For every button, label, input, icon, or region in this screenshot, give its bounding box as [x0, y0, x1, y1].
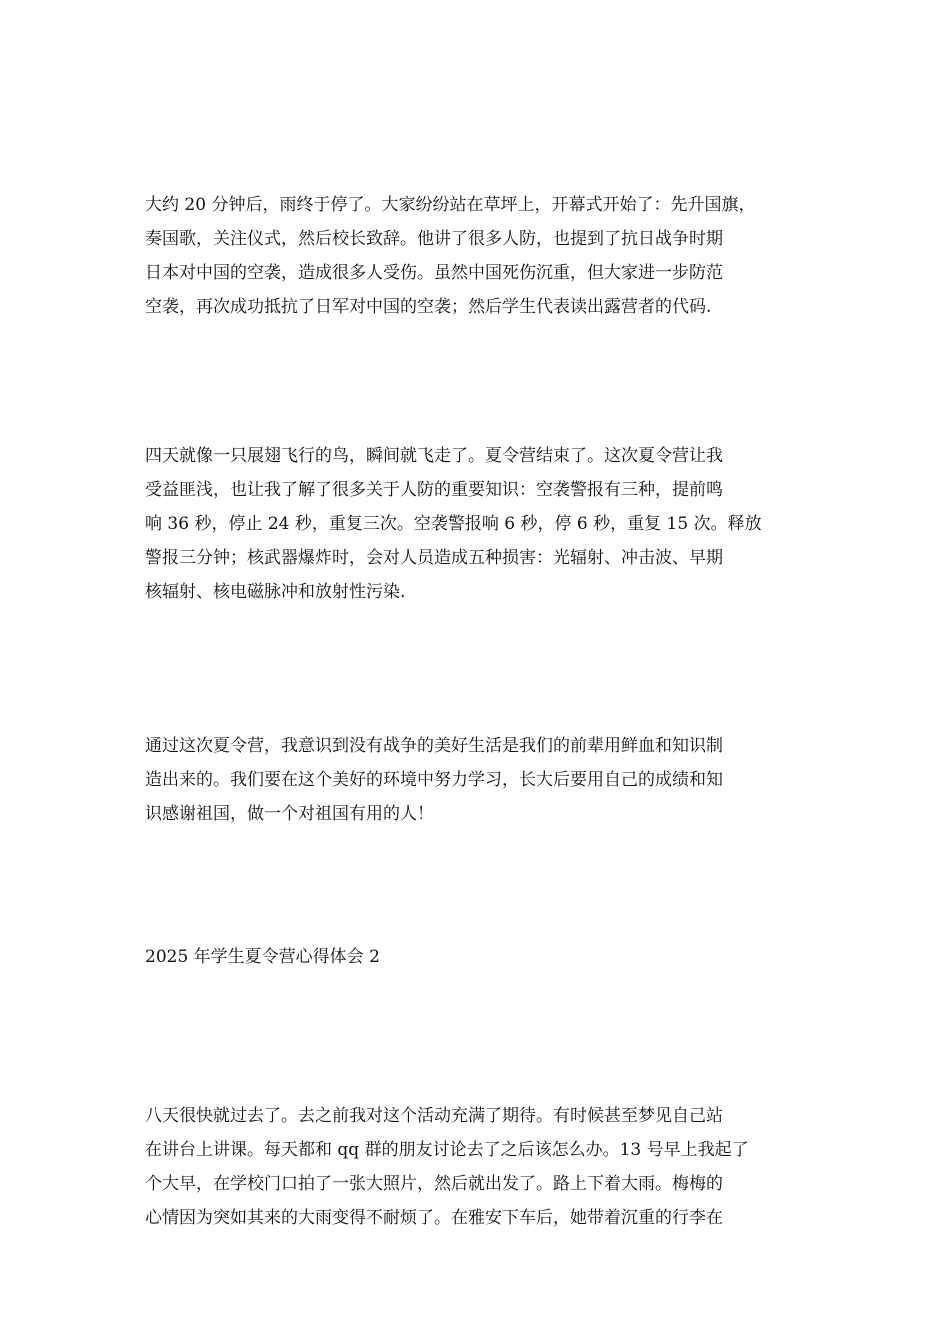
text-line: 八天很快就过去了。去之前我对这个活动充满了期待。有时候甚至梦见自己站	[145, 1106, 723, 1126]
text-line: 警报三分钟；核武器爆炸时，会对人员造成五种损害：光辐射、冲击波、早期	[145, 548, 723, 568]
section-title: 2025 年学生夏令营心得体会 2	[145, 947, 380, 967]
text-line: 个大早，在学校门口拍了一张大照片，然后就出发了。路上下着大雨。梅梅的	[145, 1174, 723, 1194]
text-line: 日本对中国的空袭，造成很多人受伤。虽然中国死伤沉重，但大家进一步防范	[145, 263, 723, 283]
text-line: 心情因为突如其来的大雨变得不耐烦了。在雅安下车后，她带着沉重的行李在	[145, 1208, 723, 1228]
text-line: 奏国歌，关注仪式，然后校长致辞。他讲了很多人防，也提到了抗日战争时期	[145, 229, 723, 249]
paragraph-camp-ended	[145, 439, 810, 609]
text-line: 核辐射、核电磁脉冲和放射性污染.	[145, 582, 406, 602]
text-line: 造出来的。我们要在这个美好的环境中努力学习，长大后要用自己的成绩和知	[145, 770, 723, 790]
text-line: 受益匪浅，也让我了解了很多关于人防的重要知识：空袭警报有三种，提前鸣	[145, 480, 723, 500]
text-line: 通过这次夏令营，我意识到没有战争的美好生活是我们的前辈用鲜血和知识制	[145, 736, 723, 756]
paragraph-opening-ceremony	[145, 188, 810, 324]
paragraph-conclusion	[145, 729, 810, 831]
paragraph-second-essay	[145, 1099, 810, 1235]
text-line: 在讲台上讲课。每天都和 qq 群的朋友讨论去了之后该怎么办。13 号早上我起了	[145, 1140, 749, 1160]
section-heading	[145, 940, 810, 974]
text-line: 空袭，再次成功抵抗了日军对中国的空袭；然后学生代表读出露营者的代码.	[145, 297, 712, 317]
text-line: 四天就像一只展翅飞行的鸟，瞬间就飞走了。夏令营结束了。这次夏令营让我	[145, 446, 723, 466]
text-line: 识感谢祖国，做一个对祖国有用的人！	[145, 804, 434, 824]
text-line: 响 36 秒，停止 24 秒，重复三次。空袭警报响 6 秒，停 6 秒，重复 15 次。释放	[145, 514, 762, 534]
text-line: 大约 20 分钟后，雨终于停了。大家纷纷站在草坪上，开幕式开始了：先升国旗，	[145, 195, 756, 215]
